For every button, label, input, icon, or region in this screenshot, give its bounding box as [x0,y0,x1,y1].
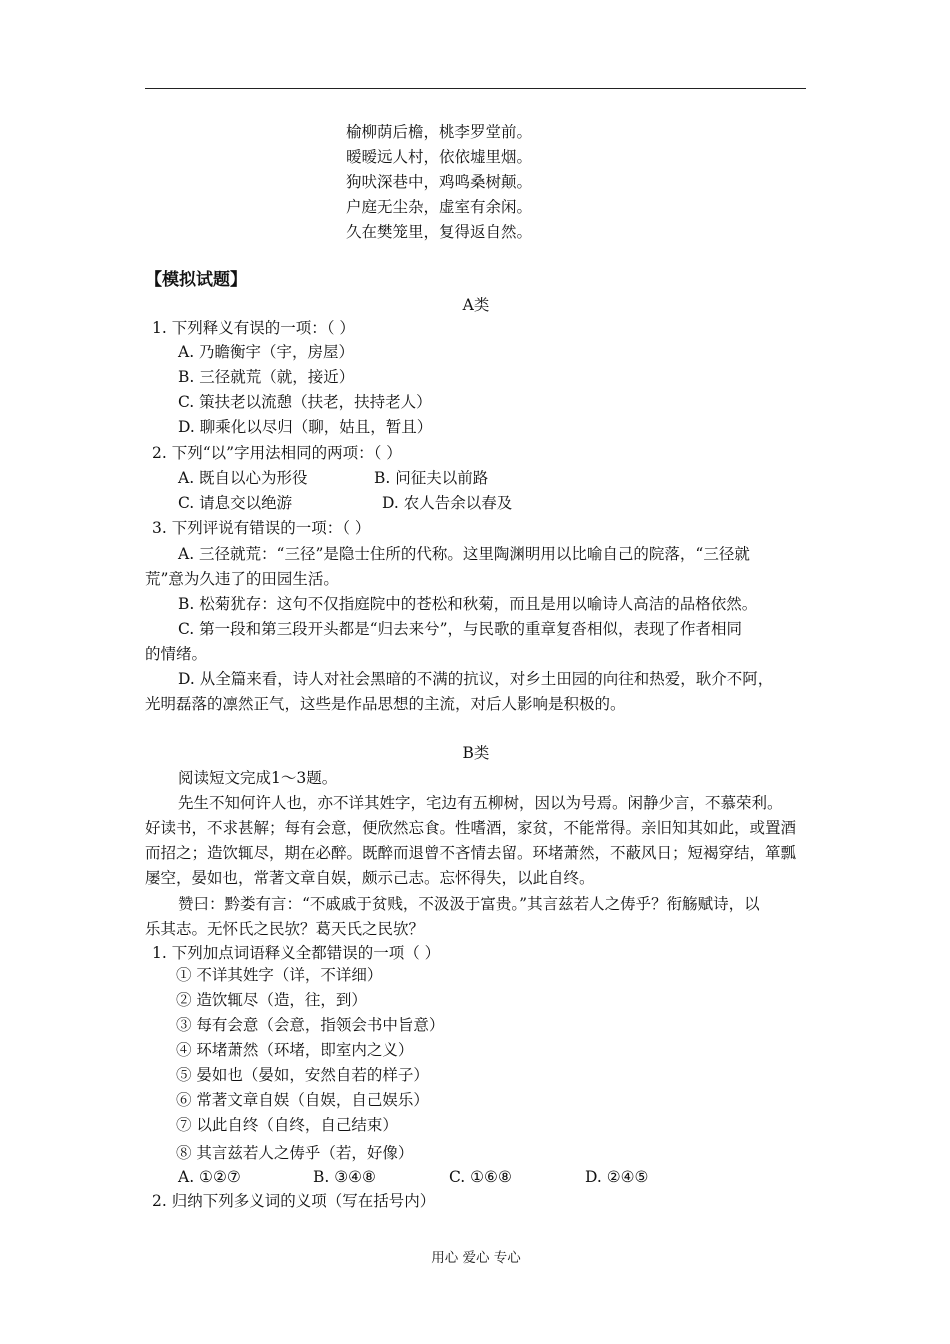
a-q3-option-b: B. 松菊犹存：这句不仅指庭院中的苍松和秋菊，而且是用以喻诗人高洁的品格依然。 [178,595,758,613]
a-q1-stem: 1. 下列释义有误的一项：（ ） [152,319,355,337]
a-q1-option: D. 聊乘化以尽归（聊，姑且，暂且） [178,418,433,436]
passage-line: 赞曰：黔娄有言：“不戚戚于贫贱，不汲汲于富贵。”其言兹若人之俦乎？衔觞赋诗，以 [178,895,760,913]
b-intro: 阅读短文完成1～3题。 [178,769,338,787]
a-q3-option-d: D. 从全篇来看，诗人对社会黑暗的不满的抗议，对乡土田园的向往和热爱，耿介不阿， [178,670,774,688]
a-q2-stem: 2. 下列“以”字用法相同的两项：（ ） [152,444,402,462]
passage-line: 乐其志。无怀氏之民欤？葛天氏之民欤？ [145,920,425,938]
b-q1-stem: 1. 下列加点词语释义全都错误的一项（ ） [152,944,441,962]
b-q1-choice: B. ③④⑧ [313,1168,376,1186]
b-q1-item: ① 不详其姓字（详，不详细） [176,966,383,984]
section-heading: 【模拟试题】 [145,270,247,290]
b-q2-stem: 2. 归纳下列多义词的义项（写在括号内） [152,1192,436,1210]
a-q3-option-c-cont: 的情绪。 [145,645,208,663]
header-rule [145,88,806,89]
passage-line: 屡空，晏如也，常著文章自娱，颇示己志。忘怀得失，以此自终。 [145,869,595,887]
poem-line: 暧暧远人村，依依墟里烟。 [346,148,533,166]
section-b-title: B类 [462,744,490,762]
b-q1-choice: C. ①⑥⑧ [449,1168,512,1186]
poem-line: 狗吠深巷中，鸡鸣桑树颠。 [346,173,533,191]
poem-line: 久在樊笼里，复得返自然。 [346,223,533,241]
a-q3-option-d-cont: 光明磊落的凛然正气，这些是作品思想的主流，对后人影响是积极的。 [145,695,626,713]
a-q3-option-a-cont: 荒”意为久违了的田园生活。 [145,570,339,588]
a-q3-stem: 3. 下列评说有错误的一项：（ ） [152,519,371,537]
b-q1-choice: A. ①②⑦ [178,1168,241,1186]
b-q1-item: ⑤ 晏如也（晏如，安然自若的样子） [176,1066,429,1084]
b-q1-item: ⑧ 其言兹若人之俦乎（若，好像） [176,1144,414,1162]
poem-line: 榆柳荫后檐，桃李罗堂前。 [346,123,533,141]
a-q3-option-a: A. 三径就荒：“三径”是隐士住所的代称。这里陶渊明用以比喻自己的院落，“三径就 [178,545,750,563]
a-q2-option: A. 既自以心为形役 [178,469,308,487]
passage-line: 而招之；造饮辄尽，期在必醉。既醉而退曾不吝情去留。环堵萧然，不蔽风日；短褐穿结，箪瓢 [145,844,797,862]
passage-line: 先生不知何许人也，亦不详其姓字，宅边有五柳树，因以为号焉。闲静少言，不慕荣利。 [178,794,783,812]
b-q1-item: ④ 环堵萧然（环堵，即室内之义） [176,1041,414,1059]
a-q2-option: D. 农人告余以春及 [382,494,513,512]
passage-line: 好读书，不求甚解；每有会意，便欣然忘食。性嗜酒，家贫，不能常得。亲旧知其如此，或置酒 [145,819,797,837]
a-q1-option: B. 三径就荒（就，接近） [178,368,355,386]
a-q1-option: A. 乃瞻衡宇（宇，房屋） [178,343,355,361]
b-q1-item: ⑦ 以此自终（自终，自己结束） [176,1116,398,1134]
b-q1-choice: D. ②④⑤ [585,1168,649,1186]
page-footer: 用心 爱心 专心 [431,1250,521,1266]
poem [346,120,532,245]
a-q2-option: C. 请息交以绝游 [178,494,293,512]
a-q3-option-c: C. 第一段和第三段开头都是“归去来兮”，与民歌的重章复沓相似，表现了作者相同 [178,620,743,638]
a-q2-option: B. 问征夫以前路 [374,469,489,487]
a-q1-option: C. 策扶老以流憩（扶老，扶持老人） [178,393,432,411]
b-q1-item: ③ 每有会意（会意，指领会书中旨意） [176,1016,445,1034]
b-q1-item: ⑥ 常著文章自娱（自娱，自己娱乐） [176,1091,429,1109]
b-q1-item: ② 造饮辄尽（造，往，到） [176,991,367,1009]
section-a-title: A类 [462,296,490,314]
poem-line: 户庭无尘杂，虚室有余闲。 [346,198,533,216]
